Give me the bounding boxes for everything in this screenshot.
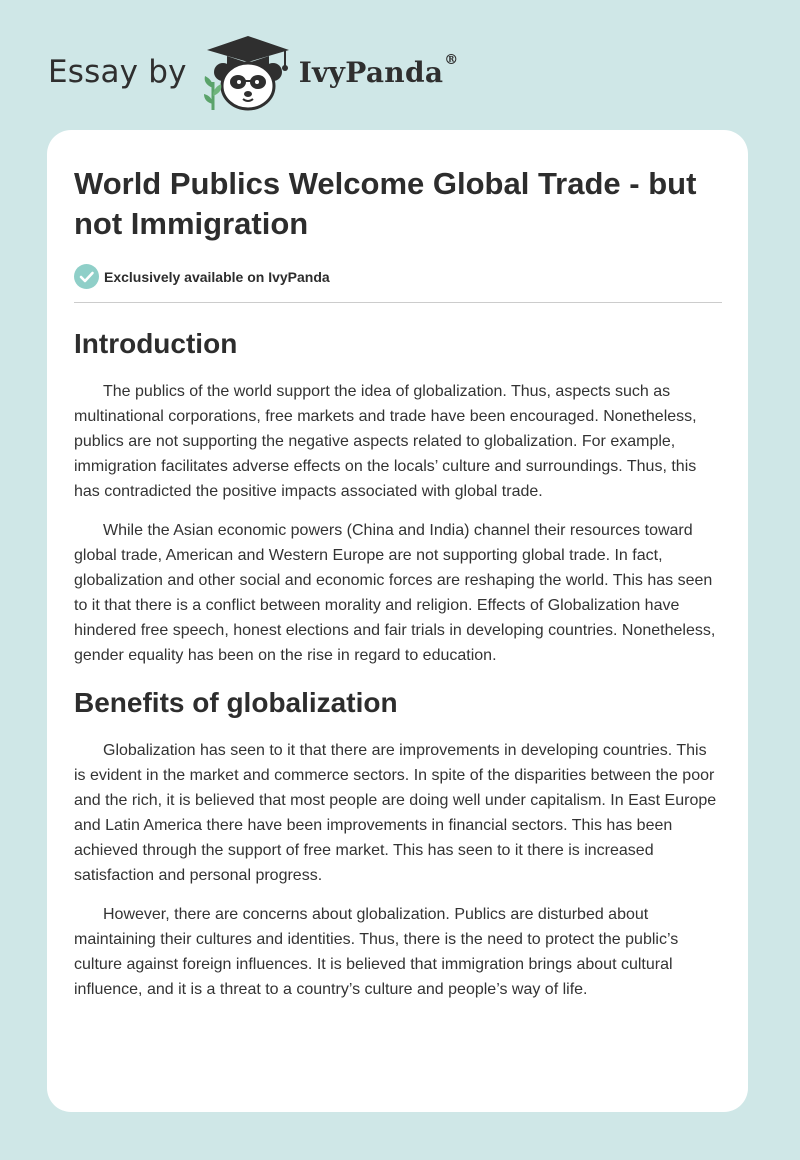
section-heading-benefits: Benefits of globalization <box>74 687 398 718</box>
article-title: World Publics Welcome Global Trade - but not Immigration <box>74 166 697 241</box>
exclusive-badge <box>74 264 722 289</box>
brand-prefix: Essay by <box>48 54 187 90</box>
panda-graduate-icon <box>201 32 295 112</box>
article-card <box>47 130 748 1112</box>
registered-mark: ® <box>444 51 459 68</box>
badge-text: Exclusively available on IvyPanda <box>104 268 330 285</box>
check-circle-icon <box>74 264 99 289</box>
paragraph: However, there are concerns about globalization. Publics are disturbed about maintaining their cultures and identities. Thus, there is the need to protect the public’s culture against foreign influences. It is believed that immigration brings about cultural influence, and it is a threat to a country’s culture and people’s way of life. <box>74 906 679 998</box>
brand-name: IvyPanda® <box>298 51 459 89</box>
paragraph: While the Asian economic powers (China and India) channel their resources toward global trade, American and Western Europe are not supporting global trade. In fact, globalization and other social and economic forces are reshaping the world. This has seen to it that there is a conflict between morality and religion. Effects of Globalization have hindered free speech, honest elections and fair trials in developing countries. Nonetheless, gender equality has been on the rise in regard to education. <box>74 522 716 664</box>
section-heading-introduction: Introduction <box>74 328 238 359</box>
paragraph: Globalization has seen to it that there are improvements in developing countries. This is evident in the market and commerce sectors. In spite of the disparities between the poor and the rich, it is believed that most people are doing well under capitalism. In East Europe and Latin America there have been improvements in financial sectors. This has been achieved through the support of free market. This has seen to it there is increased satisfaction and personal progress. <box>74 742 717 884</box>
title-divider <box>74 302 722 303</box>
paragraph: The publics of the world support the idea of globalization. Thus, aspects such as multinational corporations, free markets and trade have been encouraged. Nonetheless, publics are not supporting the negative aspects related to globalization. For example, immigration facilitates adverse effects on the locals’ culture and surroundings. Thus, this has contradicted the positive impacts associated with global trade. <box>74 383 697 500</box>
site-header <box>48 32 459 112</box>
